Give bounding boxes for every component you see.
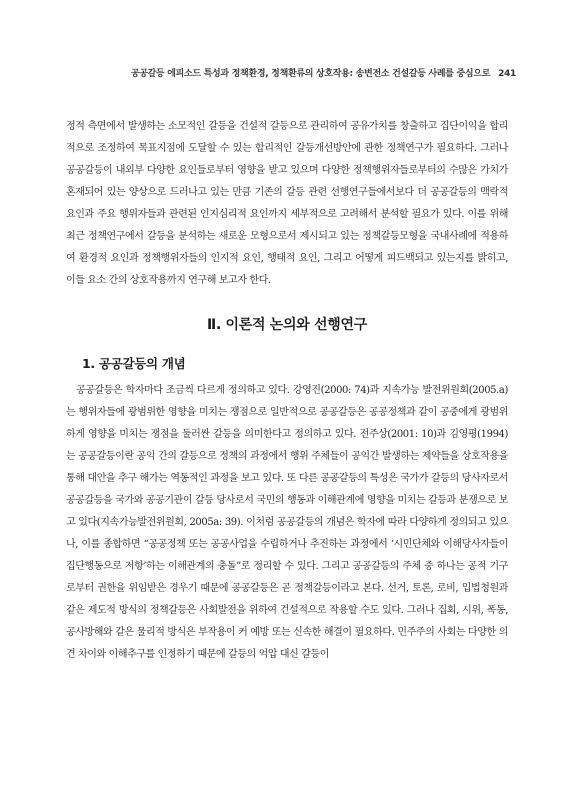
running-title: 공공갈등 에피소드 특성과 정책환경, 정책환류의 상호작용: 송변전소 건설갈등 사례를 중심으로 (130, 69, 491, 79)
subsection-heading: 1. 공공갈등의 개념 (82, 356, 186, 371)
page-number: 241 (498, 69, 516, 79)
intro-paragraph: 정적 측면에서 발생하는 소모적인 갈등을 건설적 갈등으로 관리하여 공유가치를 창출하고 집단이익을 합리적으로 조정하여 목표지점에 도달할 수 있는 합리적인 갈등개선방안에 관한 정책연구가 필요하다. 그러나 공공갈등이 내외부 다양한 요인들로부터 영향을 받고 있으며 다양한 정책행위자들로부터의 수많은 가치가 혼재되어 있는 양상으로 드러나고 있는 만큼 기존의 갈등 관련 선행연구들에서보다 더 공공갈등의 맥락적 요인과 주요 행위자들과 관련된 인지심리적 요인까지 세부적으로 고려해서 분석할 필요가 있다. 이를 위해 최근 정책연구에서 갈등을 분석하는 새로운 모형으로서 제시되고 있는 정책갈등모형을 국내사례에 적용하여 환경적 요인과 정책행위자들의 인지적 요인, 행태적 요인, 그리고 어떻게 피드백되고 있는지를 밝히고, 이들 요소 간의 상호작용까지 연구해 보고자 한다. (66, 121, 508, 286)
section-heading: Ⅱ. 이론적 논의와 선행연구 (207, 317, 367, 333)
definition-paragraph: 공공갈등은 학자마다 조금씩 다르게 정의하고 있다. 강영진(2000: 74)과 지속가능 발전위원회(2005.a)는 행위자들에 광범위한 영향을 미치는 쟁점으로 일반적으로 공공갈등은 공공정책과 같이 공중에게 광범위하게 영향을 미치는 쟁점을 둘러싼 갈등을 의미한다고 정의하고 있다. 전주상(2001: 10)과 김영평(1994)는 공공갈등이란 공익 간의 갈등으로 정책의 과정에서 행위 주체들이 공익간 발생하는 제약들을 상호작용을 통해 대안을 추구 해가는 역동적인 과정을 보고 있다. 또 다른 공공갈등의 특성은 국가가 갈등의 당사자로서 공공갈등을 국가와 공공기관이 갈등 당사로서 국민의 행동과 이해관계에 영향을 미치는 갈등과 분쟁으로 보고 있다(지속가능발전위원회, 2005a: 39). 이처럼 공공갈등의 개념은 학자에 따라 다양하게 정의되고 있으나, 이를 종합하면 “공공정책 또는 공공사업을 수립하거나 추진하는 과정에서 ‘시민단체와 이해당사자들이 집단행동으로 저항’하는 이해관계의 충돌”로 정리할 수 있다. 그리고 공공갈등의 주체 중 하나는 공적 기구로부터 권한을 위임받은 경우기 때문에 공공갈등은 곧 정책갈등이라고 본다. 선거, 토론, 로비, 입법청원과 같은 제도적 방식의 정책갈등은 사회발전을 위하여 건설적으로 작용할 수도 있다. 그러나 집회, 시위, 폭동, 공사방해와 같은 물리적 방식은 부작용이 커 예방 또는 신속한 해결이 필요하다. 민주주의 사회는 다양한 의견 차이와 이해추구를 인정하기 때문에 갈등의 억압 대신 갈등이 (66, 385, 508, 660)
running-header (56, 66, 516, 79)
